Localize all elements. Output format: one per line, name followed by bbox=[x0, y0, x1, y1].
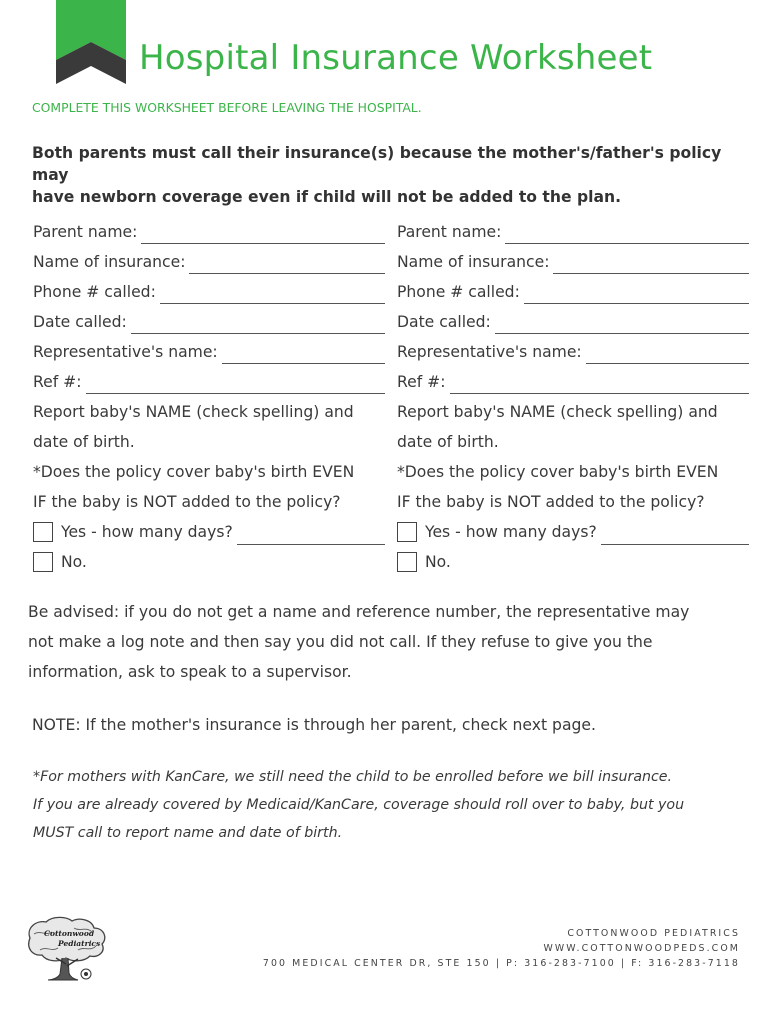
no-option bbox=[33, 547, 385, 577]
footer-address: 700 MEDICAL CENTER DR, STE 150 | P: 316-283-7100 | F: 316-283-7118 bbox=[262, 958, 740, 969]
kancare-line: If you are already covered by Medicaid/KanCare, coverage should roll over to baby, but you bbox=[33, 797, 685, 813]
policy-question: *Does the policy cover baby's birth EVEN bbox=[33, 463, 355, 481]
logo-word: Pediatrics bbox=[58, 939, 101, 948]
policy-question: *Does the policy cover baby's birth EVEN bbox=[397, 463, 719, 481]
parent-name-field[interactable] bbox=[505, 226, 749, 244]
yes-label: Yes - how many days? bbox=[61, 523, 233, 541]
date-called-field[interactable] bbox=[131, 316, 385, 334]
parent-name-label: Parent name: bbox=[33, 223, 138, 241]
date-called-row bbox=[397, 307, 749, 337]
ribbon-bookmark bbox=[56, 0, 126, 84]
insurance-name-label: Name of insurance: bbox=[33, 253, 186, 271]
rep-name-field[interactable] bbox=[586, 346, 749, 364]
parent-name-row bbox=[33, 217, 385, 247]
yes-checkbox[interactable] bbox=[33, 522, 53, 542]
report-instruction: date of birth. bbox=[33, 433, 135, 451]
date-called-label: Date called: bbox=[397, 313, 491, 331]
policy-question: IF the baby is NOT added to the policy? bbox=[33, 493, 341, 511]
no-label: No. bbox=[425, 553, 451, 571]
parent-name-row bbox=[397, 217, 749, 247]
note-text: NOTE: If the mother's insurance is through her parent, check next page. bbox=[32, 716, 596, 734]
intro-text bbox=[32, 142, 752, 208]
ref-row bbox=[397, 367, 749, 397]
date-called-label: Date called: bbox=[33, 313, 127, 331]
advisory-paragraph bbox=[28, 597, 748, 687]
insurance-name-field[interactable] bbox=[189, 256, 385, 274]
rep-name-field[interactable] bbox=[222, 346, 385, 364]
rep-name-row bbox=[397, 337, 749, 367]
parent-name-field[interactable] bbox=[141, 226, 385, 244]
days-field[interactable] bbox=[237, 527, 385, 545]
logo-word: Cottonwood bbox=[44, 929, 95, 938]
no-option bbox=[397, 547, 749, 577]
insurance-name-label: Name of insurance: bbox=[397, 253, 550, 271]
advisory-line: information, ask to speak to a supervisor. bbox=[28, 663, 352, 681]
yes-option bbox=[397, 517, 749, 547]
date-called-row bbox=[33, 307, 385, 337]
kancare-note bbox=[33, 763, 753, 847]
no-checkbox[interactable] bbox=[33, 552, 53, 572]
insurance-name-field[interactable] bbox=[553, 256, 749, 274]
footer-contact bbox=[263, 926, 740, 971]
footer-website[interactable]: WWW.COTTONWOODPEDS.COM bbox=[543, 943, 740, 954]
report-instruction: date of birth. bbox=[397, 433, 499, 451]
days-field[interactable] bbox=[601, 527, 749, 545]
phone-called-row bbox=[397, 277, 749, 307]
page-subtitle: COMPLETE THIS WORKSHEET BEFORE LEAVING THE HOSPITAL. bbox=[32, 100, 422, 115]
advisory-line: Be advised: if you do not get a name and reference number, the representative may bbox=[28, 603, 690, 621]
ref-label: Ref #: bbox=[33, 373, 82, 391]
cottonwood-logo bbox=[22, 916, 112, 986]
rep-name-label: Representative's name: bbox=[397, 343, 582, 361]
yes-checkbox[interactable] bbox=[397, 522, 417, 542]
kancare-line: MUST call to report name and date of birth. bbox=[33, 825, 343, 841]
parent-name-label: Parent name: bbox=[397, 223, 502, 241]
page-title: Hospital Insurance Worksheet bbox=[139, 38, 653, 78]
phone-called-label: Phone # called: bbox=[397, 283, 520, 301]
parent-form-right bbox=[397, 217, 749, 577]
no-label: No. bbox=[61, 553, 87, 571]
insurance-name-row bbox=[33, 247, 385, 277]
ref-row bbox=[33, 367, 385, 397]
kancare-line: *For mothers with KanCare, we still need the child to be enrolled before we bill insurance. bbox=[33, 769, 673, 785]
phone-called-row bbox=[33, 277, 385, 307]
parent-form-left bbox=[33, 217, 385, 577]
footer-practice-name: COTTONWOOD PEDIATRICS bbox=[567, 928, 740, 939]
report-instruction: Report baby's NAME (check spelling) and bbox=[397, 403, 718, 421]
intro-line: Both parents must call their insurance(s) because the mother's/father's policy may bbox=[32, 144, 722, 184]
phone-called-field[interactable] bbox=[160, 286, 385, 304]
yes-option bbox=[33, 517, 385, 547]
rep-name-label: Representative's name: bbox=[33, 343, 218, 361]
phone-called-label: Phone # called: bbox=[33, 283, 156, 301]
phone-called-field[interactable] bbox=[524, 286, 749, 304]
ref-field[interactable] bbox=[450, 376, 750, 394]
no-checkbox[interactable] bbox=[397, 552, 417, 572]
policy-question: IF the baby is NOT added to the policy? bbox=[397, 493, 705, 511]
insurance-name-row bbox=[397, 247, 749, 277]
rep-name-row bbox=[33, 337, 385, 367]
advisory-line: not make a log note and then say you did not call. If they refuse to give you the bbox=[28, 633, 653, 651]
date-called-field[interactable] bbox=[495, 316, 749, 334]
intro-line: have newborn coverage even if child will not be added to the plan. bbox=[32, 188, 622, 206]
yes-label: Yes - how many days? bbox=[425, 523, 597, 541]
ref-label: Ref #: bbox=[397, 373, 446, 391]
ref-field[interactable] bbox=[86, 376, 386, 394]
report-instruction: Report baby's NAME (check spelling) and bbox=[33, 403, 354, 421]
